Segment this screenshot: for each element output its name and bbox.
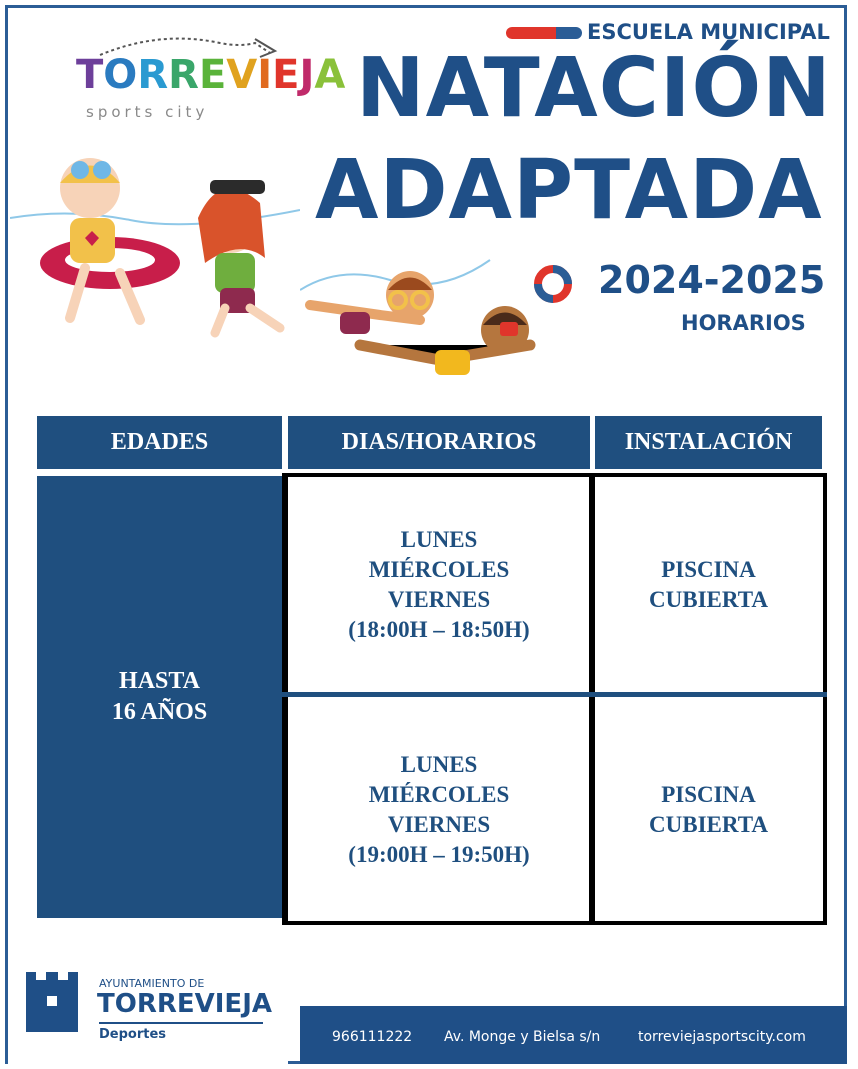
venue-cell-row2 [595, 780, 822, 840]
day-item: LUNES [400, 527, 478, 552]
grid-row-divider [282, 692, 827, 697]
kids-with-float-illustration [10, 148, 300, 338]
footer-address: Av. Monge y Bielsa s/n [444, 1029, 601, 1045]
swimming-boys-illustration [300, 250, 550, 390]
escuela-pill-decoration [506, 27, 582, 39]
department-label: Deportes [99, 1027, 167, 1042]
footer-website[interactable]: torreviejasportscity.com [638, 1029, 806, 1045]
horarios-label: HORARIOS [681, 311, 806, 335]
venue-line: CUBIERTA [649, 812, 768, 837]
venue-cell-row1 [595, 555, 822, 615]
day-item: LUNES [400, 752, 478, 777]
schedule-cell-row1 [288, 525, 590, 645]
day-item: VIERNES [387, 812, 491, 837]
column-header-dias-horarios: DIAS/HORARIOS [288, 416, 590, 469]
age-line1: HASTA [119, 667, 200, 694]
logo-subtitle: sports city [86, 103, 209, 121]
day-item: VIERNES [387, 587, 491, 612]
column-header-instalacion: INSTALACIÓN [595, 416, 822, 469]
ayuntamiento-label: AYUNTAMIENTO DE [99, 977, 205, 990]
schedule-cell-row2 [288, 750, 590, 870]
venue-line: PISCINA [661, 782, 756, 807]
venue-line: CUBIERTA [649, 587, 768, 612]
age-cell [37, 476, 282, 918]
page-title-line2: ADAPTADA [315, 143, 823, 238]
logo-wordmark: TORREVIEJA [76, 52, 346, 98]
time-range: (19:00H – 19:50H) [348, 842, 530, 867]
footer-phone: 966111222 [332, 1029, 413, 1045]
tower-icon [24, 972, 80, 1032]
venue-line: PISCINA [661, 557, 756, 582]
column-header-edades: EDADES [37, 416, 282, 469]
escuela-label: ESCUELA MUNICIPAL [587, 20, 830, 44]
page-title-line1: NATACIÓN [356, 41, 832, 136]
time-range: (18:00H – 18:50H) [348, 617, 530, 642]
season-years: 2024-2025 [598, 258, 826, 302]
day-item: MIÉRCOLES [368, 557, 510, 582]
age-line2: 16 AÑOS [111, 699, 208, 725]
town-name: TORREVIEJA [97, 989, 272, 1019]
town-underline [99, 1022, 263, 1024]
day-item: MIÉRCOLES [368, 782, 510, 807]
